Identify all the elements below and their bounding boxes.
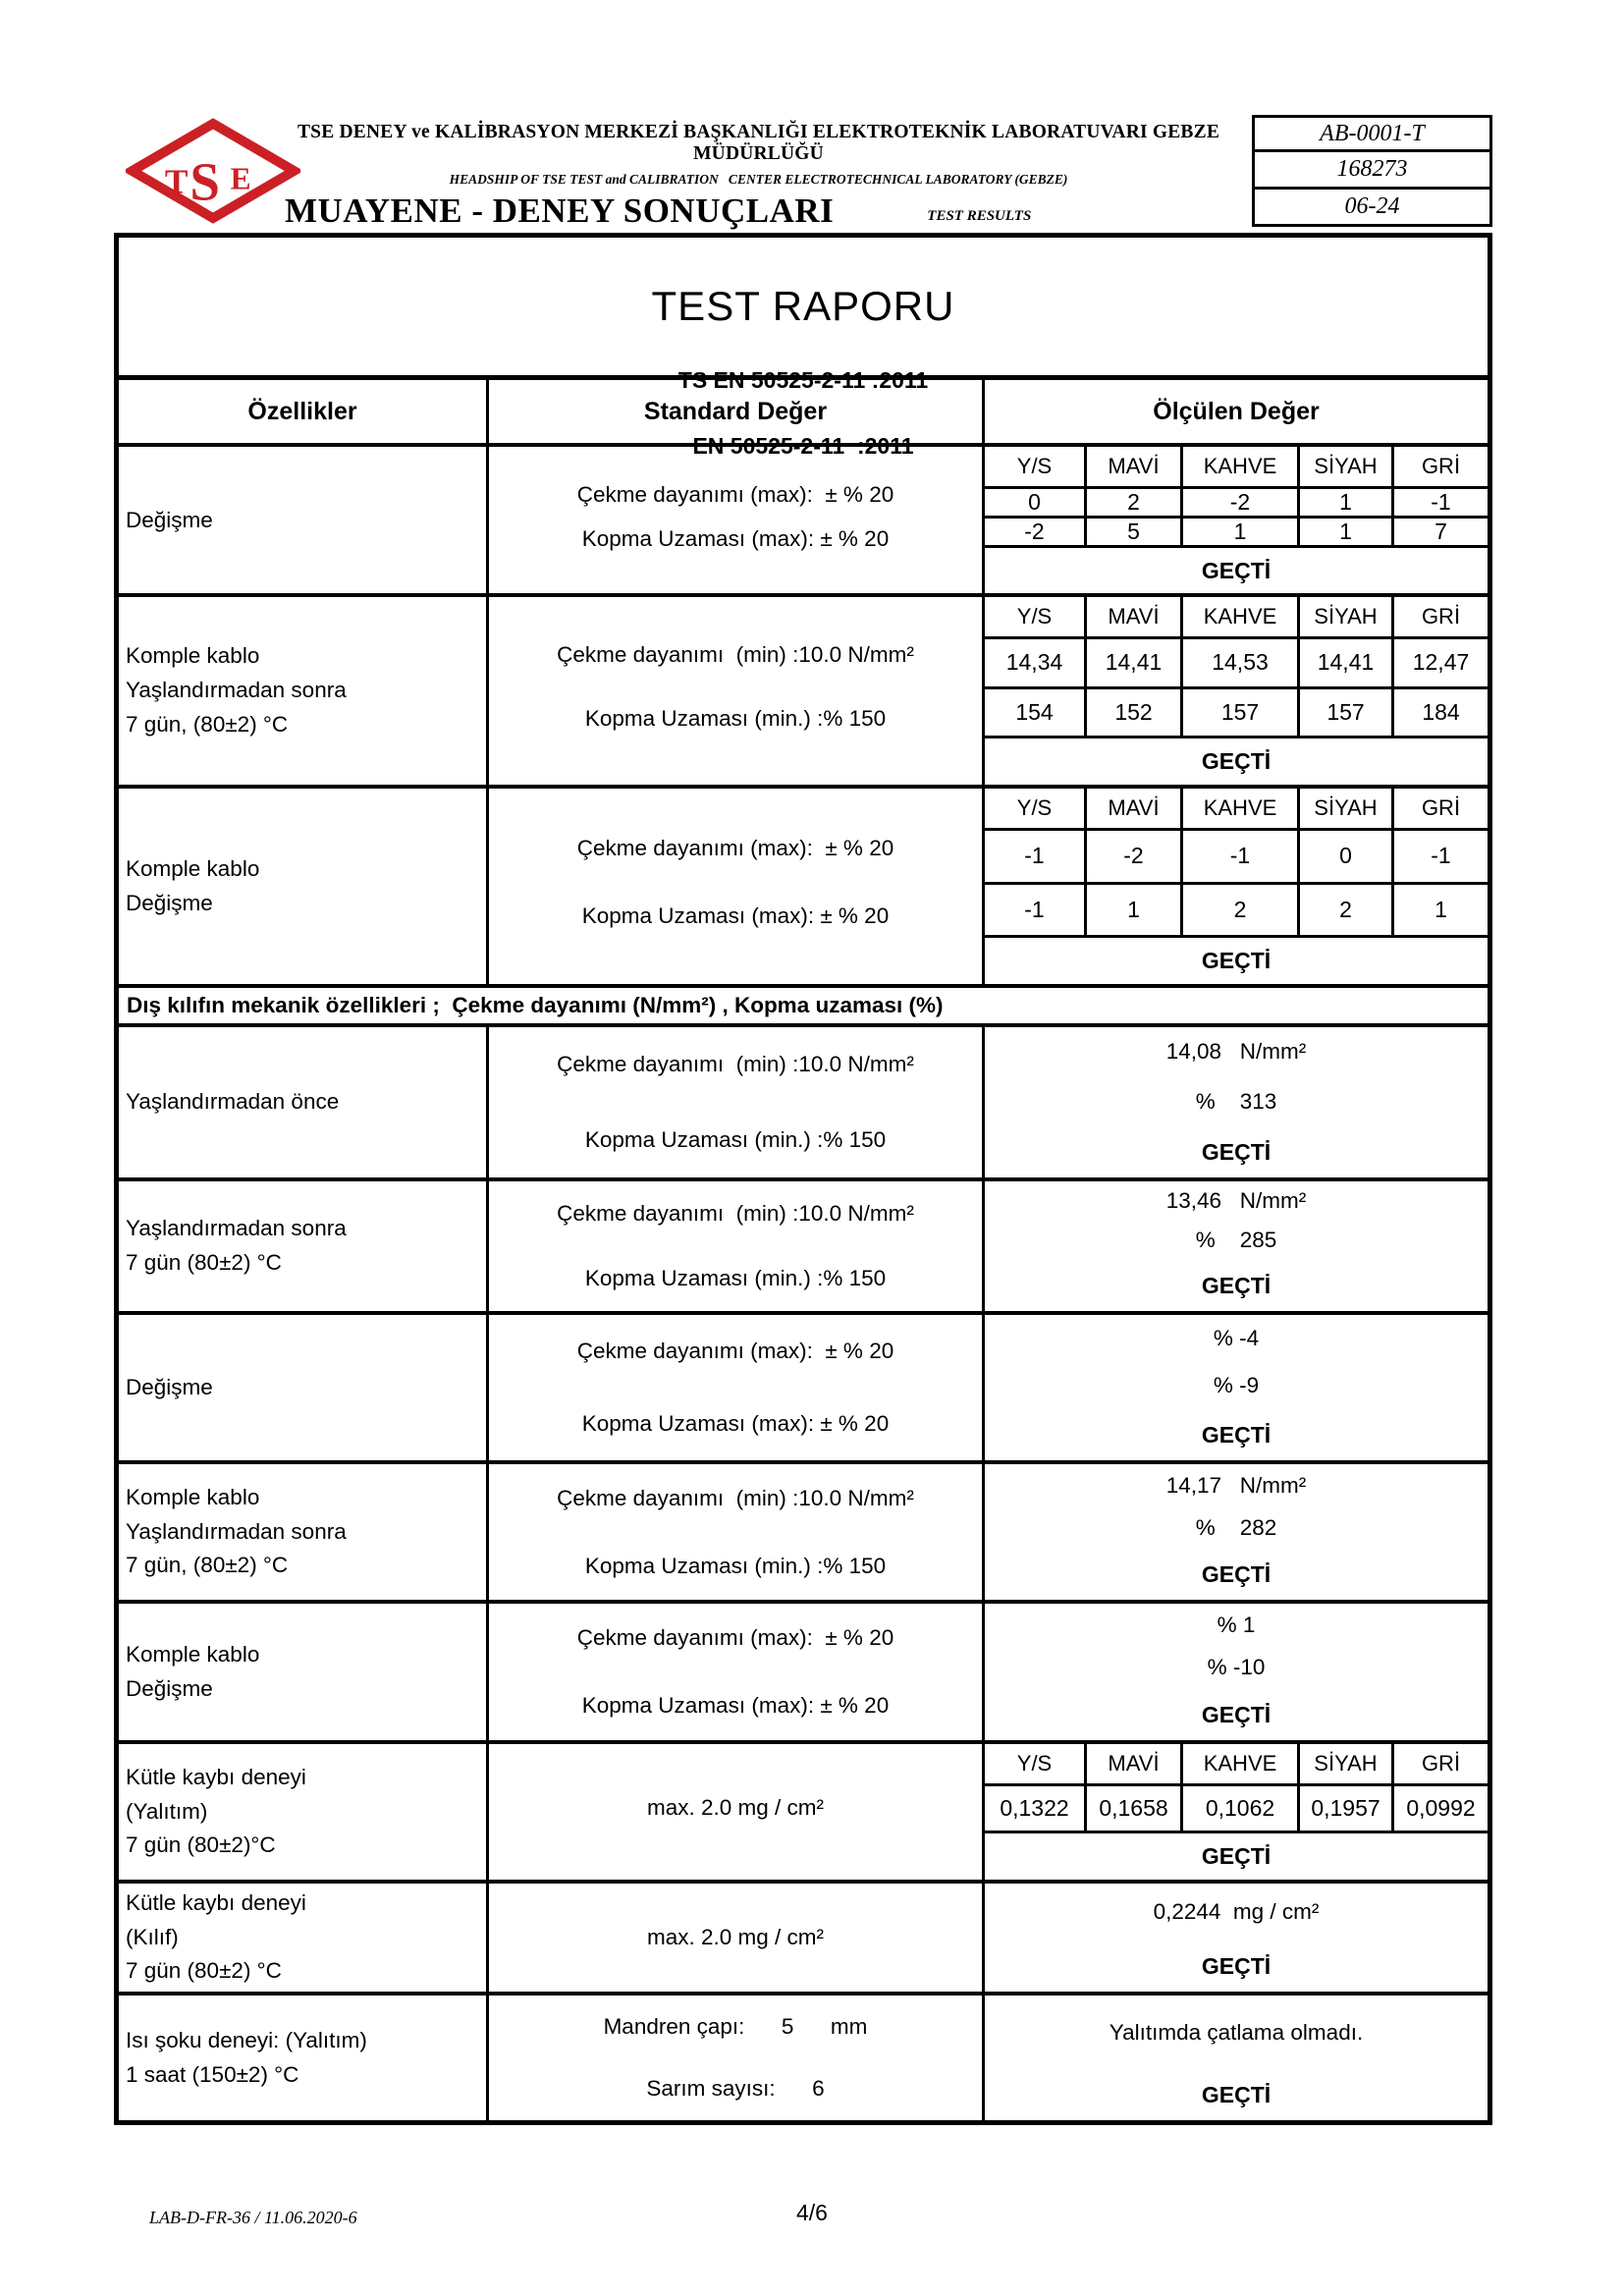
row-label: [119, 789, 486, 984]
color-results-table: [985, 1744, 1488, 1880]
row-label: [119, 1995, 486, 2120]
measured-value: 14,34: [985, 636, 1084, 686]
color-column-header: Y/S: [1016, 454, 1053, 478]
color-column-header: Y/S: [1016, 604, 1053, 629]
measured-value: 184: [1391, 686, 1488, 737]
color-column-header: SİYAH: [1297, 597, 1391, 636]
color-column-header: MAVİ: [1084, 597, 1180, 636]
row-label-line: 7 gün, (80±2) °C: [126, 711, 289, 737]
row-label: [119, 597, 486, 785]
measured-value: 1: [1180, 516, 1297, 545]
organization-name-tr: TSE DENEY ve KALİBRASYON MERKEZİ BAŞKANLIĞI ELEKTROTEKNİK LABORATUVARI GEBZE MÜDÜRLÜĞÜ: [297, 122, 1220, 164]
measured-value: -1: [1391, 486, 1488, 516]
standard-cell: [486, 1995, 982, 2120]
test-row: [119, 785, 1488, 984]
row-label-line: 7 gün (80±2) °C: [126, 1250, 282, 1275]
tse-logo-letter-e: E: [230, 161, 251, 196]
standard-line: Çekme dayanımı (min) :10.0 N/mm²: [557, 1052, 914, 1077]
color-column-header: GRİ: [1391, 789, 1488, 828]
pass-result: GEÇTİ: [1201, 1560, 1272, 1587]
column-header-standard-value: Standard Değer: [486, 380, 982, 443]
test-row: [119, 1880, 1488, 1992]
measured-cell: [982, 1464, 1488, 1600]
color-column-header: Y/S: [1016, 795, 1053, 820]
row-label-line: 1 saat (150±2) °C: [126, 2061, 299, 2087]
measured-value: 14,53: [1180, 636, 1297, 686]
standard-cell: [486, 1464, 982, 1600]
row-label-line: Yaşlandırmadan sonra: [126, 1518, 347, 1544]
measured-cell: [982, 1181, 1488, 1311]
tse-logo-letter-s: S: [189, 151, 221, 212]
measured-value: 152: [1084, 686, 1180, 737]
row-label: [119, 447, 486, 594]
color-column-header: KAHVE: [1180, 1744, 1297, 1783]
measured-cell: [982, 1604, 1488, 1740]
standard-line: Kopma Uzaması (min.) :% 150: [584, 1553, 887, 1578]
measured-cell: [982, 1027, 1488, 1177]
measured-line: 14,08 N/mm²: [1165, 1039, 1307, 1065]
measured-line: % 285: [1195, 1228, 1277, 1252]
measured-value: 0: [985, 486, 1084, 516]
measured-line: % 1: [1217, 1612, 1256, 1637]
report-standard-1: TS EN 50525-2-11 :2011: [677, 367, 929, 393]
standard-line: Kopma Uzaması (max): ± % 20: [581, 525, 890, 551]
standard-line: Kopma Uzaması (max): ± % 20: [581, 1411, 890, 1436]
color-column-header: MAVİ: [1084, 447, 1180, 486]
row-label-line: Komple kablo: [126, 1641, 260, 1667]
measured-value: -1: [985, 882, 1084, 936]
report-number: 168273: [1252, 152, 1492, 190]
measured-value: 1: [1084, 882, 1180, 936]
column-header-row: [119, 375, 1488, 443]
row-label: [119, 1604, 486, 1740]
document-title-tr: MUAYENE - DENEY SONUÇLARI: [285, 191, 835, 230]
color-column-header: SİYAH: [1297, 789, 1391, 828]
color-column-header: GRİ: [1391, 447, 1488, 486]
row-label-line: 7 gün (80±2) °C: [126, 1958, 282, 1984]
measured-value: -1: [1391, 828, 1488, 882]
measured-value: 14,41: [1297, 636, 1391, 686]
measured-value: 2: [1180, 882, 1297, 936]
row-label-line: (Kılıf): [126, 1924, 179, 1949]
measured-value: 0: [1297, 828, 1391, 882]
measured-cell: [982, 447, 1488, 594]
pass-result: GEÇTİ: [1201, 1421, 1272, 1448]
report-date: 06-24: [1252, 190, 1492, 227]
column-header-properties: Özellikler: [247, 397, 357, 425]
row-label-line: Yaşlandırmadan sonra: [126, 678, 347, 703]
standard-line: Çekme dayanımı (min) :10.0 N/mm²: [557, 641, 914, 667]
report-title: TEST RAPORU: [651, 283, 955, 329]
color-column-header: GRİ: [1391, 597, 1488, 636]
report-standard-2: EN 50525-2-11 :2011: [692, 433, 914, 460]
row-label-line: Yaşlandırmadan sonra: [126, 1216, 347, 1241]
standard-line: max. 2.0 mg / cm²: [646, 1795, 825, 1820]
standard-line: Mandren çapı: 5 mm: [603, 2013, 868, 2039]
color-results-table: [985, 789, 1488, 984]
row-label: [119, 1744, 486, 1880]
results-table: [114, 233, 1492, 2125]
standard-line: Çekme dayanımı (max): ± % 20: [576, 1624, 894, 1650]
standard-line: Kopma Uzaması (max): ± % 20: [581, 1693, 890, 1719]
measured-line: % -10: [1207, 1655, 1266, 1680]
standard-line: Kopma Uzaması (min.) :% 150: [584, 706, 887, 732]
measured-value: 0,0992: [1391, 1783, 1488, 1831]
measured-value: 0,1658: [1084, 1783, 1180, 1831]
standard-cell: [486, 1181, 982, 1311]
measured-cell: [982, 1315, 1488, 1460]
standard-line: Çekme dayanımı (max): ± % 20: [576, 1339, 894, 1363]
standard-line: Çekme dayanımı (min) :10.0 N/mm²: [557, 1485, 914, 1510]
test-row: [119, 1740, 1488, 1880]
pass-result: GEÇTİ: [985, 935, 1488, 984]
test-row: [119, 1460, 1488, 1600]
pass-result: GEÇTİ: [985, 545, 1488, 594]
row-label-line: Değişme: [126, 507, 213, 532]
measured-value: -1: [1180, 828, 1297, 882]
test-row: [119, 1311, 1488, 1460]
pass-result: GEÇTİ: [1201, 1272, 1272, 1298]
row-label-line: 7 gün, (80±2) °C: [126, 1553, 289, 1578]
test-row: [119, 1992, 1488, 2120]
measured-value: 157: [1180, 686, 1297, 737]
test-row: [119, 1600, 1488, 1740]
standard-cell: [486, 1604, 982, 1740]
color-results-table: [985, 447, 1488, 594]
measured-line: 14,17 N/mm²: [1165, 1472, 1307, 1498]
page-number: 4/6: [796, 2200, 828, 2225]
measured-value: 1: [1297, 486, 1391, 516]
row-label-line: Komple kablo: [126, 855, 260, 881]
measured-value: 0,1062: [1180, 1783, 1297, 1831]
tse-logo: [126, 118, 300, 224]
test-row: [119, 1023, 1488, 1177]
measured-value: 14,41: [1084, 636, 1180, 686]
standard-line: Kopma Uzaması (max): ± % 20: [581, 903, 890, 929]
letterhead: [285, 122, 1232, 231]
measured-value: -2: [1084, 828, 1180, 882]
color-column-header: MAVİ: [1084, 1744, 1180, 1783]
standard-line: Çekme dayanımı (max): ± % 20: [576, 481, 894, 507]
row-label: [119, 1181, 486, 1311]
measured-value: 5: [1084, 516, 1180, 545]
measured-value: 0,1322: [985, 1783, 1084, 1831]
row-label-line: Yaşlandırmadan önce: [126, 1089, 340, 1115]
color-column-header: KAHVE: [1180, 447, 1297, 486]
row-label: [119, 1464, 486, 1600]
measured-value: 12,47: [1391, 636, 1488, 686]
standard-cell: [486, 1884, 982, 1992]
color-column-header: KAHVE: [1180, 597, 1297, 636]
standard-line: max. 2.0 mg / cm²: [646, 1925, 825, 1949]
measured-value: -1: [985, 828, 1084, 882]
color-column-header: MAVİ: [1084, 789, 1180, 828]
measured-line: % -9: [1213, 1373, 1260, 1397]
measured-line: 13,46 N/mm²: [1165, 1188, 1307, 1213]
document-title-row: [285, 191, 1232, 231]
pass-result: GEÇTİ: [1201, 1952, 1272, 1979]
measured-value: 1: [1297, 516, 1391, 545]
row-label: [119, 1884, 486, 1992]
measured-cell: [982, 597, 1488, 785]
row-label-line: Değişme: [126, 890, 213, 915]
row-label-line: Değişme: [126, 1675, 213, 1701]
color-column-header: SİYAH: [1297, 1744, 1391, 1783]
measured-cell: [982, 789, 1488, 984]
measured-line: 0,2244 mg / cm²: [1153, 1899, 1320, 1924]
reference-box: [1252, 115, 1492, 227]
measured-value: 2: [1084, 486, 1180, 516]
measured-value: 0,1957: [1297, 1783, 1391, 1831]
standard-line: Kopma Uzaması (min.) :% 150: [584, 1266, 887, 1290]
measured-value: 154: [985, 686, 1084, 737]
measured-line: Yalıtımda çatlama olmadı.: [1109, 2019, 1364, 2045]
sections: [119, 443, 1488, 2120]
standard-cell: [486, 789, 982, 984]
accreditation-number: AB-0001-T: [1252, 115, 1492, 152]
row-label-line: Kütle kaybı deneyi: [126, 1889, 306, 1915]
organization-name-en: HEADSHIP OF TSE TEST and CALIBRATION CENTER ELECTROTECHNICAL LABORATORY (GEBZE): [449, 172, 1068, 187]
row-label-line: Komple kablo: [126, 1484, 260, 1509]
measured-cell: [982, 1884, 1488, 1992]
measured-line: % 282: [1195, 1514, 1277, 1540]
measured-cell: [982, 1744, 1488, 1880]
standard-line: Çekme dayanımı (max): ± % 20: [576, 835, 894, 860]
row-label-line: Değişme: [126, 1374, 213, 1399]
document-title-en: TEST RESULTS: [927, 208, 1032, 224]
measured-line: % -4: [1213, 1326, 1260, 1350]
color-column-header: KAHVE: [1180, 789, 1297, 828]
measured-value: 157: [1297, 686, 1391, 737]
tse-logo-letter-t: T: [164, 162, 189, 201]
measured-cell: [982, 1995, 1488, 2120]
standard-line: Sarım sayısı: 6: [646, 2076, 825, 2102]
color-column-header: GRİ: [1391, 1744, 1488, 1783]
color-column-header: Y/S: [1016, 1751, 1053, 1776]
row-label: [119, 1027, 486, 1177]
standard-cell: [486, 1315, 982, 1460]
standard-line: Kopma Uzaması (min.) :% 150: [584, 1126, 887, 1152]
row-label: [119, 1315, 486, 1460]
measured-value: -2: [985, 516, 1084, 545]
measured-value: 2: [1297, 882, 1391, 936]
pass-result: GEÇTİ: [1201, 2081, 1272, 2107]
row-label-line: (Yalıtım): [126, 1798, 208, 1824]
standard-cell: [486, 1027, 982, 1177]
section-divider-row: Dış kılıfın mekanik özellikleri ; Çekme dayanımı (N/mm²) , Kopma uzaması (%): [119, 984, 1488, 1023]
row-label-line: Isı şoku deneyi: (Yalıtım): [126, 2027, 367, 2052]
measured-value: 7: [1391, 516, 1488, 545]
standard-cell: [486, 597, 982, 785]
test-row: [119, 1177, 1488, 1311]
measured-value: 1: [1391, 882, 1488, 936]
standard-cell: [486, 1744, 982, 1880]
pass-result: GEÇTİ: [1201, 1701, 1272, 1727]
column-header-measured-value: Ölçülen Değer: [982, 380, 1488, 443]
row-label-line: Komple kablo: [126, 643, 260, 669]
measured-value: -2: [1180, 486, 1297, 516]
pass-result: GEÇTİ: [985, 736, 1488, 785]
pass-result: GEÇTİ: [1201, 1138, 1272, 1165]
test-row: [119, 593, 1488, 785]
row-label-line: 7 gün (80±2)°C: [126, 1832, 276, 1858]
document-code: LAB-D-FR-36 / 11.06.2020-6: [149, 2208, 357, 2227]
pass-result: GEÇTİ: [985, 1831, 1488, 1880]
standard-line: Çekme dayanımı (min) :10.0 N/mm²: [557, 1201, 914, 1226]
test-row: [119, 443, 1488, 593]
measured-line: % 313: [1195, 1088, 1277, 1114]
row-label-line: Kütle kaybı deneyi: [126, 1764, 306, 1789]
standard-cell: [486, 447, 982, 594]
color-column-header: SİYAH: [1297, 447, 1391, 486]
color-results-table: [985, 597, 1488, 785]
